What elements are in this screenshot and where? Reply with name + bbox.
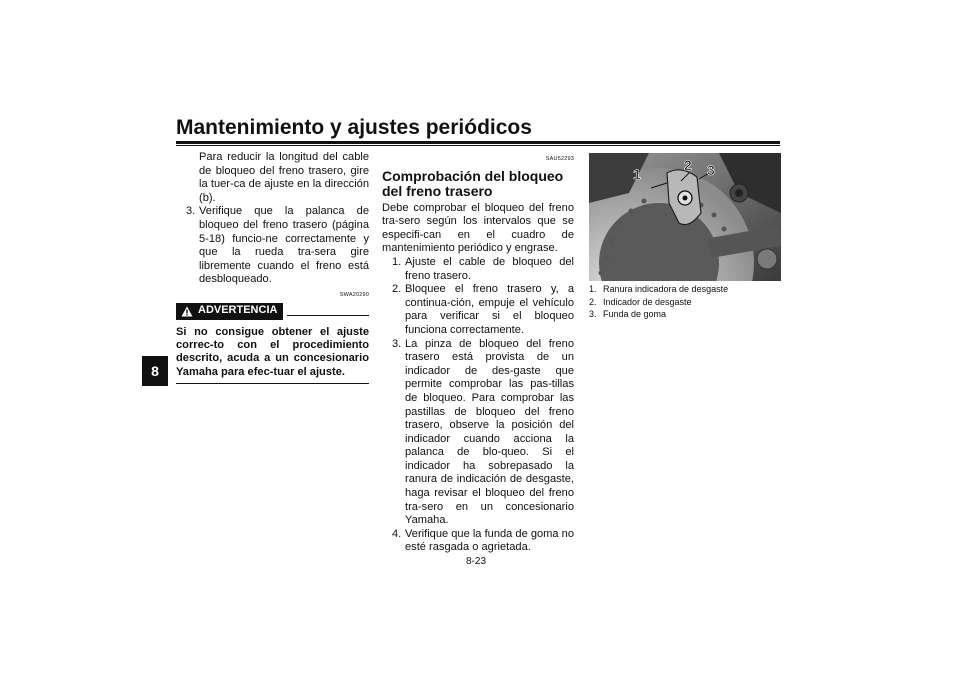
warning-icon xyxy=(181,306,193,317)
warning-header xyxy=(176,303,369,320)
intro-paragraph: Debe comprobar el bloqueo del freno tra-sero según los intervalos que se especifi-can en el cuadro de mantenimiento periódico y engrase. xyxy=(382,201,574,255)
brake-caliper-photo xyxy=(589,153,781,281)
header-rule-thin xyxy=(176,145,780,146)
list-text: Verifique que la funda de goma no esté rasgada o agrietada. xyxy=(405,527,575,554)
list-number: 1. xyxy=(392,255,402,268)
section-heading: Comprobación del bloqueo del freno trasero xyxy=(382,167,564,199)
list-text: Bloquee el freno trasero y, a continua-ción, empuje el vehículo para verificar si el bloqueo funciona correctamente. xyxy=(405,283,574,336)
caption-text: Funda de goma xyxy=(603,309,667,319)
list-text: Ajuste el cable de bloqueo del freno trasero. xyxy=(405,255,574,282)
list-item xyxy=(382,338,574,528)
caption-number: 1. xyxy=(589,284,597,294)
caption-number: 2. xyxy=(589,296,597,307)
list-text: Verifique que la palanca de bloqueo del freno trasero (página 5-18) funcio-ne correctamente y que la rueda tra-sera gire libremente cuando el freno está desbloqueado. xyxy=(199,205,369,286)
caption-text: Indicador de desgaste xyxy=(603,296,692,307)
list-number: 3. xyxy=(186,205,196,218)
list-item xyxy=(382,256,574,283)
list-item xyxy=(382,283,574,337)
list-item xyxy=(382,528,574,555)
list-item xyxy=(176,205,369,287)
warning-end-rule xyxy=(176,383,369,384)
page-title: Mantenimiento y ajustes periódicos xyxy=(176,116,532,139)
warning-rule xyxy=(287,315,369,316)
page-number: 8-23 xyxy=(466,556,487,567)
column-left xyxy=(176,151,369,384)
warning-label: ADVERTENCIA xyxy=(198,304,278,317)
caption-number: 3. xyxy=(589,309,597,319)
list-number: 3. xyxy=(392,337,402,350)
caption-item xyxy=(589,283,781,296)
list-number: 4. xyxy=(392,527,402,540)
header-rule xyxy=(176,141,780,144)
figure-captions xyxy=(589,283,781,321)
callout-3: 3 xyxy=(707,162,715,178)
callout-2: 2 xyxy=(684,157,692,173)
chapter-tab: 8 xyxy=(142,356,168,386)
caption-item xyxy=(589,308,781,321)
list-number: 2. xyxy=(392,283,402,296)
caption-item xyxy=(589,296,781,309)
column-middle xyxy=(382,151,574,555)
list-text: La pinza de bloqueo del freno trasero está provista de un indicador de des-gaste que permite comprobar las pas-tillas de bloqueo. Para comprobar las pastillas de bloqueo del freno trasero, observe la posición del indicador cuando acciona la palanca de blo-queo. Si el indicador ha sobrepasado la ranura de indicación de desgaste, haga revisar el bloqueo del freno tra-sero en un concesionario Yamaha. xyxy=(405,337,574,527)
warning-code: SWA20290 xyxy=(339,291,369,298)
continued-paragraph: Para reducir la longitud del cable de bloqueo del freno trasero, gire la tuer-ca de ajuste en la dirección (b). xyxy=(199,151,369,204)
warning-badge xyxy=(176,303,283,320)
callout-1: 1 xyxy=(633,166,641,182)
section-code: SAU52293 xyxy=(545,156,574,162)
warning-text: Si no consigue obtener el ajuste correc-to con el procedimiento descrito, acuda a un concesionario Yamaha para efec-tuar el ajuste. xyxy=(176,325,369,378)
caption-text: Ranura indicadora de desgaste xyxy=(603,284,729,294)
